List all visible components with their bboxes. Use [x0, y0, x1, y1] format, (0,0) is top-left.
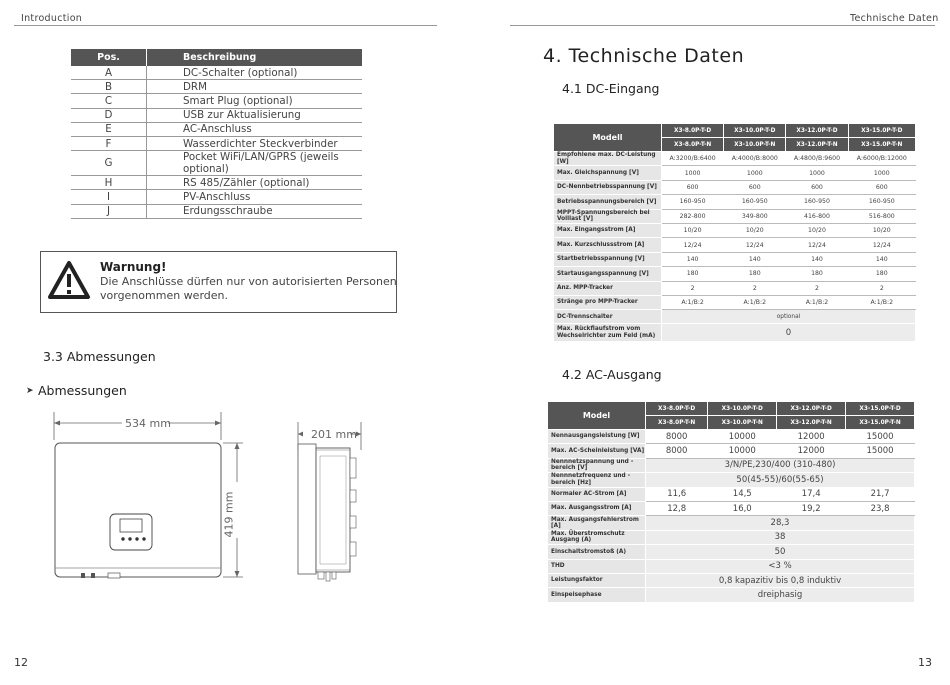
dimension-depth-label: 201 mm — [311, 428, 357, 441]
position-description: DC-Schalter (optional) — [147, 66, 363, 80]
dc-row-value: 10/20 — [724, 223, 786, 237]
dc-model-d-4: X3-15.0P-T-D — [848, 124, 915, 138]
ac-table-row — [548, 430, 915, 444]
dc-row-value: 160-950 — [724, 195, 786, 209]
dc-row-value: 2 — [662, 281, 724, 295]
position-letter: E — [71, 122, 147, 136]
table-row — [71, 66, 362, 80]
ac-row-value: 50(45-55)/60(55-65) — [646, 473, 915, 487]
warning-box — [40, 251, 397, 313]
dc-row-value: 349-800 — [724, 209, 786, 223]
position-letter: J — [71, 204, 147, 218]
position-letter: G — [71, 151, 147, 176]
ac-table-row — [548, 573, 915, 587]
ac-row-label: Max. Ausgangsstrom [A] — [548, 501, 646, 515]
ac-model-d-4: X3-15.0P-T-D — [846, 402, 915, 416]
left-page-number: 12 — [14, 656, 28, 669]
dc-row-label: DC-Trennschalter — [554, 310, 662, 324]
col-pos-header: Pos. — [71, 49, 147, 66]
position-letter: D — [71, 108, 147, 122]
position-description: Erdungsschraube — [147, 204, 363, 218]
right-page-header: Technische Daten — [850, 13, 939, 24]
ac-row-label: Max. Überstromschutz Ausgang (A) — [548, 530, 646, 544]
position-letter: F — [71, 136, 147, 150]
table-row — [71, 94, 362, 108]
dc-model-n-2: X3-10.0P-T-N — [724, 138, 786, 152]
dc-row-value: A:6000/B:12000 — [848, 152, 915, 166]
bullet-arrow-icon: ➤ — [26, 386, 34, 396]
dc-table-row — [554, 223, 916, 237]
dc-row-label: Max. Gleichspannung [V] — [554, 166, 662, 180]
dc-row-value: 180 — [848, 267, 915, 281]
ac-row-label: Einspeisephase — [548, 588, 646, 602]
dc-row-label-line: Max. Rückflaufstrom vom — [557, 326, 641, 333]
left-page-header: Introduction — [21, 13, 83, 24]
ac-row-label: Nennnetzfrequenz und -bereich [Hz] — [548, 473, 646, 487]
ac-model-header: Model — [548, 402, 646, 430]
warning-text-line2: vorgenommen werden. — [100, 289, 228, 302]
ac-model-n-4: X3-15.0P-T-N — [846, 416, 915, 430]
dc-row-value: 140 — [786, 252, 848, 266]
dc-row-label: Empfohlene max. DC-Leistung [W] — [554, 152, 662, 166]
ac-row-value: 12000 — [777, 430, 846, 444]
warning-triangle-icon — [47, 260, 91, 300]
ac-row-label: Nennausgangsleistung [W] — [548, 430, 646, 444]
dc-row-value: 160-950 — [786, 195, 848, 209]
ac-row-value: 12000 — [777, 444, 846, 458]
ac-row-value: <3 % — [646, 559, 915, 573]
ac-model-d-3: X3-12.0P-T-D — [777, 402, 846, 416]
ac-table-row — [548, 473, 915, 487]
ac-table-row — [548, 545, 915, 559]
ac-output-table — [547, 401, 915, 603]
dc-table-row — [554, 152, 916, 166]
dimension-width-label: 534 mm — [125, 417, 171, 430]
dc-model-n-3: X3-12.0P-T-N — [786, 138, 848, 152]
dc-row-value: 140 — [848, 252, 915, 266]
dc-row-value: 416-800 — [786, 209, 848, 223]
ac-table-row — [548, 530, 915, 544]
dc-row-label: Max. Kurzschlussstrom [A] — [554, 238, 662, 252]
dc-row-value: 1000 — [662, 166, 724, 180]
ac-model-n-3: X3-12.0P-T-N — [777, 416, 846, 430]
ac-row-value: 10000 — [708, 430, 777, 444]
dc-row-label: Max. Eingangsstrom [A] — [554, 223, 662, 237]
ac-row-value: 21,7 — [846, 487, 915, 501]
dc-table-row — [554, 180, 916, 194]
dc-model-d-2: X3-10.0P-T-D — [724, 124, 786, 138]
ac-section-title: 4.2 AC-Ausgang — [562, 367, 662, 382]
dc-input-table — [553, 123, 916, 342]
position-letter: H — [71, 176, 147, 190]
dimension-height-label: 419 mm — [222, 491, 236, 538]
dc-table-row — [554, 209, 916, 223]
dc-row-value: 10/20 — [786, 223, 848, 237]
chapter-title: 4. Technische Daten — [543, 45, 745, 67]
dc-model-n-1: X3-8.0P-T-N — [662, 138, 724, 152]
dc-row-label: Stränge pro MPP-Tracker — [554, 295, 662, 309]
ac-row-label: Nennnetzspannung und -bereich [V] — [548, 458, 646, 472]
ac-row-value: dreiphasig — [646, 588, 915, 602]
dc-row-value: 0 — [662, 324, 916, 342]
position-letter: B — [71, 80, 147, 94]
dc-row-label — [554, 324, 662, 342]
dc-row-value: 180 — [786, 267, 848, 281]
dc-row-value: A:1/B:2 — [848, 295, 915, 309]
dc-row-value: 600 — [662, 180, 724, 194]
ac-row-value: 12,8 — [646, 501, 708, 515]
ac-row-value: 10000 — [708, 444, 777, 458]
positions-table — [71, 49, 362, 219]
dc-row-value: A:1/B:2 — [724, 295, 786, 309]
subsection-title-dimensions: Abmessungen — [38, 383, 127, 398]
dc-row-value: 1000 — [848, 166, 915, 180]
dc-row-label: Startbetriebsspannung [V] — [554, 252, 662, 266]
right-page-number: 13 — [918, 656, 932, 669]
ac-table-row — [548, 487, 915, 501]
dc-model-d-1: X3-8.0P-T-D — [662, 124, 724, 138]
ac-row-label: Einschaltstromstoß (A) — [548, 545, 646, 559]
dc-row-value: 140 — [662, 252, 724, 266]
position-description: DRM — [147, 80, 363, 94]
dc-row-value: A:1/B:2 — [786, 295, 848, 309]
position-description: RS 485/Zähler (optional) — [147, 176, 363, 190]
section-title-dimensions: 3.3 Abmessungen — [43, 349, 156, 364]
position-description: Smart Plug (optional) — [147, 94, 363, 108]
dc-section-title: 4.1 DC-Eingang — [562, 81, 660, 96]
dc-table-row — [554, 252, 916, 266]
position-letter: I — [71, 190, 147, 204]
ac-row-value: 38 — [646, 530, 915, 544]
dc-row-value: optional — [662, 310, 916, 324]
dc-row-value: 10/20 — [848, 223, 915, 237]
dc-row-value: 160-950 — [662, 195, 724, 209]
dc-row-value: 12/24 — [662, 238, 724, 252]
dc-row-value: 1000 — [786, 166, 848, 180]
dc-model-n-4: X3-15.0P-T-N — [848, 138, 915, 152]
warning-text-line1: Die Anschlüsse dürfen nur von autorisierten Personen — [100, 275, 397, 288]
ac-row-label: Normaler AC-Strom [A] — [548, 487, 646, 501]
ac-row-value: 28,3 — [646, 516, 915, 530]
table-row — [71, 122, 362, 136]
dc-row-value: 12/24 — [786, 238, 848, 252]
left-header-rule — [14, 25, 437, 26]
position-description: Wasserdichter Steckverbinder — [147, 136, 363, 150]
dc-row-value: 180 — [724, 267, 786, 281]
dc-row-label: DC-Nennbetriebsspannung [V] — [554, 180, 662, 194]
dc-row-value: 160-950 — [848, 195, 915, 209]
ac-row-label: Leistungsfaktor — [548, 573, 646, 587]
ac-table-body — [548, 402, 915, 603]
dc-model-header: Modell — [554, 124, 662, 152]
ac-row-value: 17,4 — [777, 487, 846, 501]
dc-row-value: 600 — [786, 180, 848, 194]
ac-row-label: THD — [548, 559, 646, 573]
inverter-side-view-drawing — [290, 420, 370, 585]
dc-model-d-3: X3-12.0P-T-D — [786, 124, 848, 138]
ac-table-row — [548, 444, 915, 458]
right-header-rule — [510, 25, 935, 26]
ac-row-label: Max. Ausgangsfehlerstrom [A] — [548, 516, 646, 530]
ac-row-value: 15000 — [846, 430, 915, 444]
dc-row-label: Anz. MPP-Tracker — [554, 281, 662, 295]
position-description: Pocket WiFi/LAN/GPRS (jeweils optional) — [147, 151, 363, 176]
dc-row-value: 140 — [724, 252, 786, 266]
table-row — [71, 204, 362, 218]
ac-table-row — [548, 559, 915, 573]
ac-row-value: 11,6 — [646, 487, 708, 501]
ac-model-n-2: X3-10.0P-T-N — [708, 416, 777, 430]
dc-row-value: 2 — [848, 281, 915, 295]
ac-table-row — [548, 516, 915, 530]
dc-row-label: Startausgangsspannung [V] — [554, 267, 662, 281]
ac-row-value: 23,8 — [846, 501, 915, 515]
dc-row-value: 2 — [786, 281, 848, 295]
dc-row-value: A:4800/B:9600 — [786, 152, 848, 166]
warning-title: Warnung! — [100, 260, 167, 274]
dc-table-row — [554, 281, 916, 295]
ac-table-row — [548, 588, 915, 602]
ac-model-n-1: X3-8.0P-T-N — [646, 416, 708, 430]
ac-row-value: 8000 — [646, 430, 708, 444]
dc-table-row — [554, 238, 916, 252]
table-row — [71, 108, 362, 122]
table-row — [71, 176, 362, 190]
dc-row-value: 180 — [662, 267, 724, 281]
table-row — [71, 136, 362, 150]
position-description: USB zur Aktualisierung — [147, 108, 363, 122]
dc-row-value: 12/24 — [848, 238, 915, 252]
dc-row-value: 600 — [848, 180, 915, 194]
dc-table-row — [554, 267, 916, 281]
dc-row-value: 2 — [724, 281, 786, 295]
table-row — [71, 151, 362, 176]
ac-row-value: 15000 — [846, 444, 915, 458]
dc-table-row — [554, 166, 916, 180]
dc-table-row — [554, 195, 916, 209]
dc-row-value: 282-800 — [662, 209, 724, 223]
dc-row-value: 10/20 — [662, 223, 724, 237]
position-description: PV-Anschluss — [147, 190, 363, 204]
ac-row-value: 0,8 kapazitiv bis 0,8 induktiv — [646, 573, 915, 587]
dc-row-label: MPPT-Spannungsbereich bei Volllast [V] — [554, 209, 662, 223]
dc-table-body — [554, 124, 916, 342]
ac-table-row — [548, 458, 915, 472]
ac-row-value: 14,5 — [708, 487, 777, 501]
dc-row-value: 516-800 — [848, 209, 915, 223]
position-letter: A — [71, 66, 147, 80]
dc-row-label-line: Wechselrichter zum Feld (mA) — [557, 332, 656, 339]
dc-row-value: A:1/B:2 — [662, 295, 724, 309]
ac-row-value: 3/N/PE,230/400 (310-480) — [646, 458, 915, 472]
dc-table-row — [554, 310, 916, 324]
dc-row-value: A:3200/B:6400 — [662, 152, 724, 166]
dc-row-value: 1000 — [724, 166, 786, 180]
dc-row-value: 600 — [724, 180, 786, 194]
ac-model-d-1: X3-8.0P-T-D — [646, 402, 708, 416]
ac-row-label: Max. AC-Scheinleistung [VA] — [548, 444, 646, 458]
dc-row-value: 12/24 — [724, 238, 786, 252]
table-row — [71, 80, 362, 94]
positions-table-body — [71, 66, 362, 218]
dc-row-label: Betriebsspannungsbereich [V] — [554, 195, 662, 209]
position-letter: C — [71, 94, 147, 108]
col-desc-header: Beschreibung — [147, 49, 363, 66]
ac-row-value: 16,0 — [708, 501, 777, 515]
ac-row-value: 8000 — [646, 444, 708, 458]
dc-table-row — [554, 324, 916, 342]
ac-row-value: 50 — [646, 545, 915, 559]
ac-model-d-2: X3-10.0P-T-D — [708, 402, 777, 416]
dc-table-row — [554, 295, 916, 309]
ac-table-row — [548, 501, 915, 515]
ac-row-value: 19,2 — [777, 501, 846, 515]
table-row — [71, 190, 362, 204]
position-description: AC-Anschluss — [147, 122, 363, 136]
dc-row-value: A:4000/B:8000 — [724, 152, 786, 166]
